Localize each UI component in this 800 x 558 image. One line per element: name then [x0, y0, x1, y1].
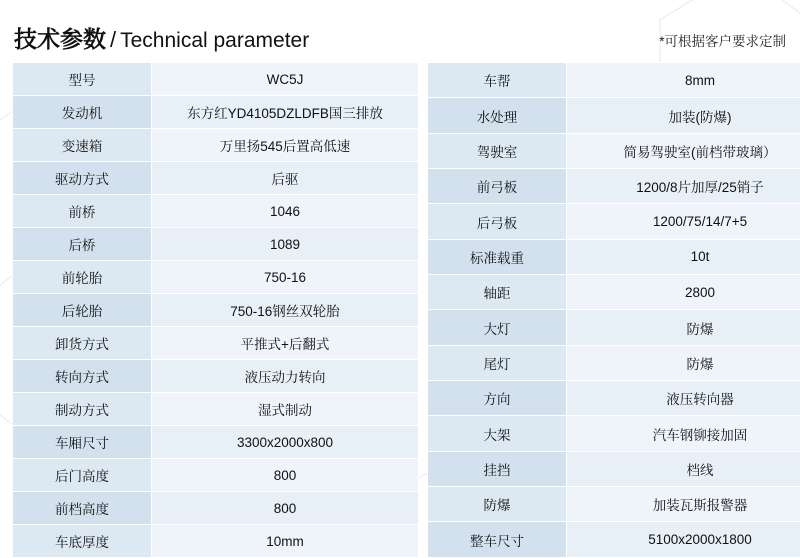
spec-value: 1200/75/14/7+5 — [567, 204, 800, 239]
spec-value: 加装瓦斯报警器 — [567, 487, 800, 522]
table-row — [13, 360, 419, 393]
spec-key: 前桥 — [13, 195, 152, 228]
spec-key: 轴距 — [428, 275, 567, 310]
spec-value: 750-16 — [152, 261, 419, 294]
spec-value: 1046 — [152, 195, 419, 228]
spec-value: 800 — [152, 459, 419, 492]
spec-value: 1200/8片加厚/25销子 — [567, 169, 800, 204]
spec-key: 前轮胎 — [13, 261, 152, 294]
spec-key: 尾灯 — [428, 345, 567, 380]
table-row — [13, 426, 419, 459]
table-row — [428, 239, 800, 274]
table-row — [13, 96, 419, 129]
table-row — [13, 459, 419, 492]
spec-key: 前弓板 — [428, 169, 567, 204]
right-spec-table — [427, 62, 800, 558]
table-row — [428, 345, 800, 380]
table-row — [428, 416, 800, 451]
table-row — [428, 204, 800, 239]
spec-value: 8mm — [567, 63, 800, 98]
spec-key: 标准载重 — [428, 239, 567, 274]
table-row — [13, 63, 419, 96]
page-title-separator: / — [110, 27, 116, 52]
spec-value: 档线 — [567, 451, 800, 486]
table-row — [428, 98, 800, 133]
table-row — [13, 525, 419, 558]
spec-value: 液压转向器 — [567, 381, 800, 416]
table-row — [428, 522, 800, 558]
spec-key: 车底厚度 — [13, 525, 152, 558]
spec-key: 后门高度 — [13, 459, 152, 492]
spec-key: 挂挡 — [428, 451, 567, 486]
spec-key: 后轮胎 — [13, 294, 152, 327]
right-spec-table-body — [428, 63, 800, 558]
spec-value: 5100x2000x1800 — [567, 522, 800, 558]
table-row — [428, 381, 800, 416]
spec-value: 湿式制动 — [152, 393, 419, 426]
spec-value: 10t — [567, 239, 800, 274]
spec-value: 防爆 — [567, 310, 800, 345]
page-header — [8, 10, 792, 54]
spec-key: 前档高度 — [13, 492, 152, 525]
spec-key: 整车尺寸 — [428, 522, 567, 558]
spec-key: 大灯 — [428, 310, 567, 345]
spec-key: 后弓板 — [428, 204, 567, 239]
spec-key: 大架 — [428, 416, 567, 451]
spec-value: 简易驾驶室(前档带玻璃） — [567, 133, 800, 168]
spec-key: 方向 — [428, 381, 567, 416]
spec-value: 汽车钢铆接加固 — [567, 416, 800, 451]
spec-value: WC5J — [152, 63, 419, 96]
spec-key: 变速箱 — [13, 129, 152, 162]
left-spec-table — [12, 62, 419, 558]
spec-value: 750-16钢丝双轮胎 — [152, 294, 419, 327]
left-spec-table-body — [13, 63, 419, 558]
spec-key: 卸货方式 — [13, 327, 152, 360]
table-row — [13, 195, 419, 228]
page-title-cn: 技术参数 — [14, 26, 106, 52]
page-title-en: Technical parameter — [120, 29, 309, 52]
table-row — [428, 63, 800, 98]
table-row — [13, 492, 419, 525]
table-row — [13, 393, 419, 426]
page-title — [14, 21, 309, 54]
table-row — [13, 261, 419, 294]
spec-key: 发动机 — [13, 96, 152, 129]
spec-tables — [8, 62, 792, 558]
spec-value: 10mm — [152, 525, 419, 558]
customization-note: *可根据客户要求定制 — [659, 30, 786, 54]
table-row — [428, 451, 800, 486]
table-row — [428, 487, 800, 522]
spec-key: 车厢尺寸 — [13, 426, 152, 459]
spec-key: 后桥 — [13, 228, 152, 261]
spec-key: 车帮 — [428, 63, 567, 98]
spec-value: 1089 — [152, 228, 419, 261]
spec-value: 800 — [152, 492, 419, 525]
spec-key: 制动方式 — [13, 393, 152, 426]
spec-key: 驾驶室 — [428, 133, 567, 168]
table-row — [13, 228, 419, 261]
table-row — [13, 129, 419, 162]
spec-value: 平推式+后翻式 — [152, 327, 419, 360]
table-row — [13, 162, 419, 195]
table-row — [428, 133, 800, 168]
spec-key: 驱动方式 — [13, 162, 152, 195]
spec-value: 2800 — [567, 275, 800, 310]
table-row — [428, 169, 800, 204]
table-row — [428, 275, 800, 310]
spec-value: 东方红YD4105DZLDFB国三排放 — [152, 96, 419, 129]
spec-value: 后驱 — [152, 162, 419, 195]
spec-key: 型号 — [13, 63, 152, 96]
spec-value: 加装(防爆) — [567, 98, 800, 133]
spec-key: 防爆 — [428, 487, 567, 522]
spec-value: 3300x2000x800 — [152, 426, 419, 459]
spec-key: 转向方式 — [13, 360, 152, 393]
table-row — [13, 327, 419, 360]
spec-key: 水处理 — [428, 98, 567, 133]
table-row — [428, 310, 800, 345]
spec-value: 防爆 — [567, 345, 800, 380]
table-row — [13, 294, 419, 327]
spec-value: 万里扬545后置高低速 — [152, 129, 419, 162]
spec-value: 液压动力转向 — [152, 360, 419, 393]
